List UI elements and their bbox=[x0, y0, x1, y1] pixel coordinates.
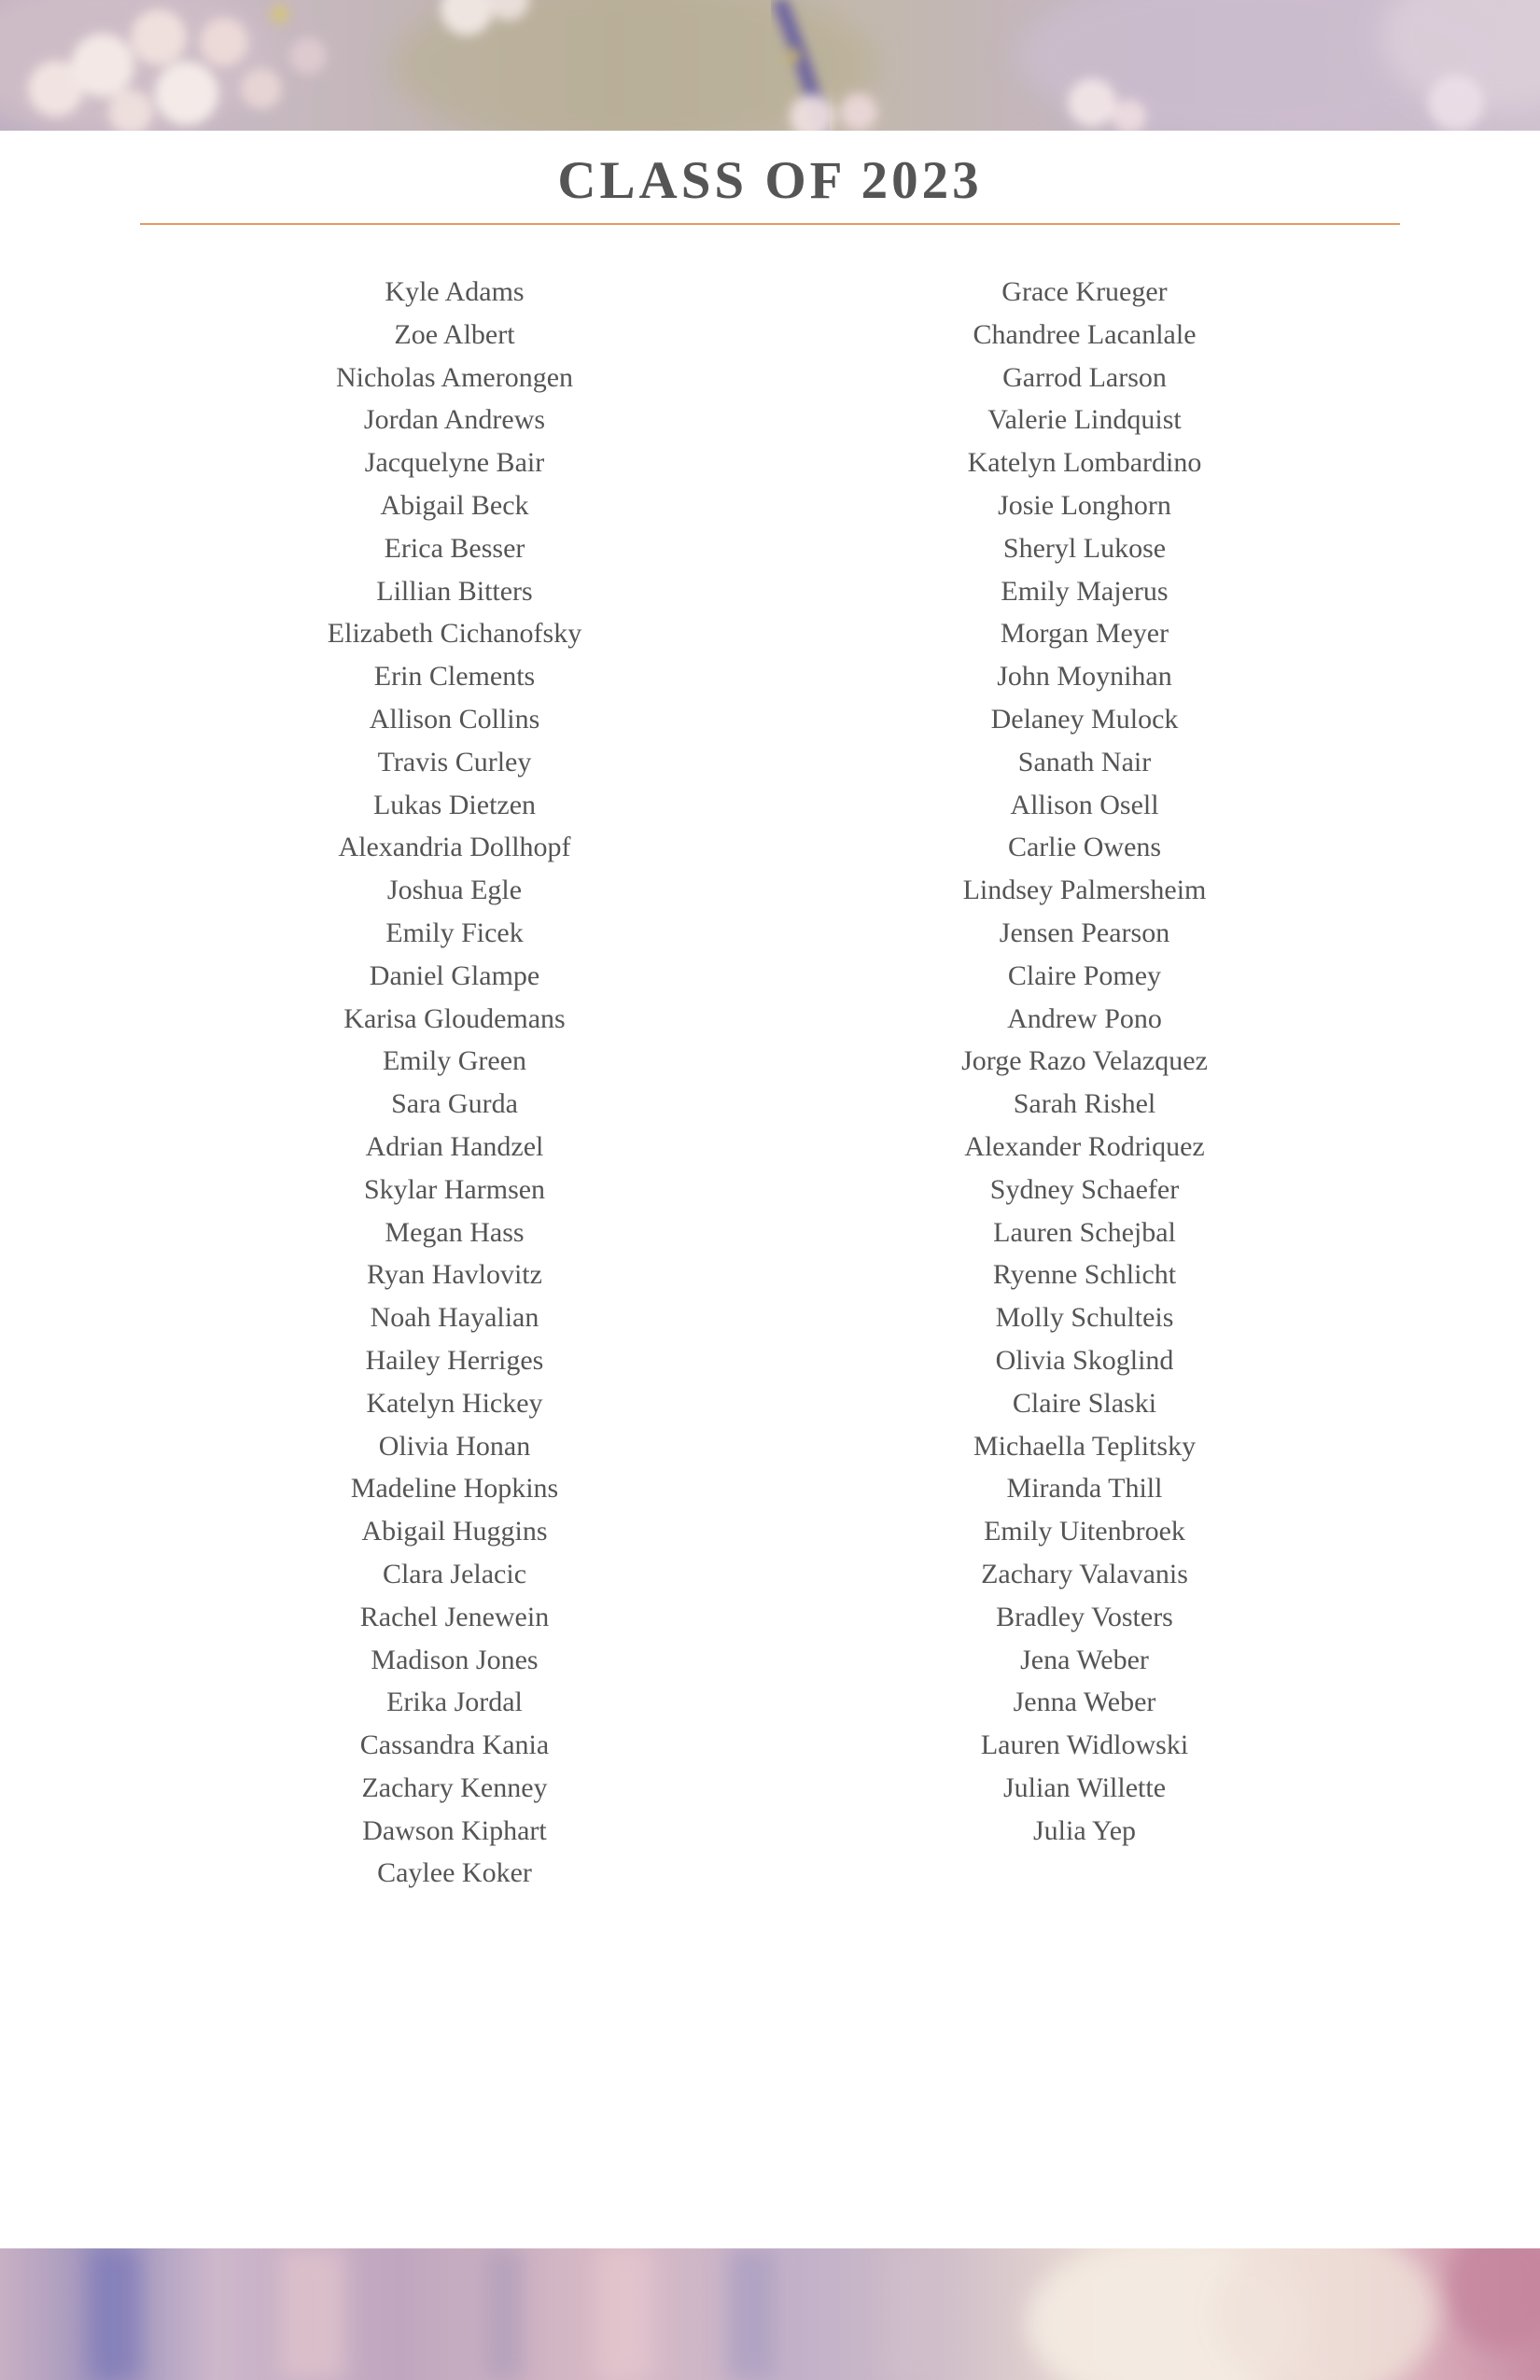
graduate-name: Joshua Egle bbox=[386, 875, 523, 906]
graduate-name: Cassandra Kania bbox=[359, 1729, 550, 1761]
graduate-name: Caylee Koker bbox=[377, 1857, 532, 1889]
graduate-name: Garrod Larson bbox=[1002, 361, 1167, 393]
graduate-name: Emily Ficek bbox=[385, 917, 524, 948]
graduate-name: Sanath Nair bbox=[1017, 746, 1152, 777]
graduate-name: Zachary Kenney bbox=[361, 1771, 548, 1803]
graduate-name: Grace Krueger bbox=[1001, 276, 1168, 307]
title-divider bbox=[140, 223, 1400, 225]
blurred-photo-graphic bbox=[0, 2248, 1540, 2380]
top-photo-banner bbox=[0, 0, 1540, 131]
graduate-name: Lillian Bitters bbox=[376, 575, 533, 607]
graduate-name: Megan Hass bbox=[385, 1216, 525, 1248]
graduate-name: Valerie Lindquist bbox=[987, 404, 1182, 436]
graduate-name: Erin Clements bbox=[373, 661, 536, 693]
graduate-name: Morgan Meyer bbox=[1000, 618, 1169, 650]
names-column-left bbox=[175, 271, 735, 1895]
graduate-name: Karisa Gloudemans bbox=[343, 1002, 566, 1034]
graduate-name: Allison Osell bbox=[1010, 789, 1159, 820]
graduate-name: Kyle Adams bbox=[385, 276, 525, 307]
graduate-name: Sara Gurda bbox=[391, 1088, 518, 1120]
graduate-name: Travis Curley bbox=[377, 746, 532, 777]
graduate-name: Ryenne Schlicht bbox=[992, 1259, 1177, 1291]
graduate-name: Jacquelyne Bair bbox=[364, 447, 545, 479]
graduate-name: Zoe Albert bbox=[394, 318, 515, 350]
graduate-name: Alexander Rodriquez bbox=[964, 1130, 1205, 1162]
names-column-right bbox=[805, 271, 1365, 1852]
graduate-name: Erika Jordal bbox=[386, 1687, 523, 1718]
graduate-name: Emily Majerus bbox=[1001, 575, 1169, 607]
graduate-name: Lauren Widlowski bbox=[980, 1729, 1189, 1761]
graduate-name: Lauren Schejbal bbox=[993, 1216, 1176, 1248]
graduate-name: Lukas Dietzen bbox=[372, 789, 537, 820]
graduate-name: Erica Besser bbox=[384, 532, 525, 564]
graduate-name: Sydney Schaefer bbox=[989, 1173, 1180, 1205]
graduate-name: Alexandria Dollhopf bbox=[338, 832, 571, 863]
graduate-name: Noah Hayalian bbox=[370, 1302, 539, 1334]
graduate-name: Dawson Kiphart bbox=[362, 1814, 547, 1846]
graduate-name: Abigail Huggins bbox=[361, 1516, 548, 1547]
graduate-name: Daniel Glampe bbox=[369, 959, 540, 991]
graduate-name: Miranda Thill bbox=[1006, 1473, 1163, 1505]
graduate-name: Sheryl Lukose bbox=[1002, 532, 1167, 564]
graduate-name: Claire Slaski bbox=[1012, 1387, 1157, 1419]
graduate-name: Jenna Weber bbox=[1013, 1687, 1156, 1718]
graduate-name: Bradley Vosters bbox=[996, 1601, 1173, 1632]
bottom-photo-banner bbox=[0, 2248, 1540, 2380]
graduate-name: Michaella Teplitsky bbox=[973, 1430, 1197, 1462]
graduate-name: Elizabeth Cichanofsky bbox=[327, 618, 582, 650]
graduate-name: Sarah Rishel bbox=[1013, 1088, 1156, 1120]
page-title: CLASS OF 2023 bbox=[557, 151, 983, 210]
graduate-name: Zachary Valavanis bbox=[981, 1558, 1188, 1589]
graduate-name: Allison Collins bbox=[369, 703, 540, 735]
graduate-name: Julian Willette bbox=[1002, 1771, 1167, 1803]
graduate-name: Josie Longhorn bbox=[998, 489, 1171, 521]
graduate-name: Delaney Mulock bbox=[990, 703, 1179, 735]
graduate-name: Claire Pomey bbox=[1007, 959, 1162, 991]
graduate-name: Madeline Hopkins bbox=[350, 1473, 559, 1505]
graduate-name: Clara Jelacic bbox=[382, 1558, 527, 1589]
graduate-name: Katelyn Lombardino bbox=[967, 447, 1202, 479]
graduate-name: Andrew Pono bbox=[1007, 1002, 1162, 1034]
graduate-name: Ryan Havlovitz bbox=[367, 1259, 542, 1291]
graduate-name: Hailey Herriges bbox=[365, 1344, 544, 1376]
graduate-name: Madison Jones bbox=[371, 1644, 539, 1675]
blossom-photo-graphic bbox=[0, 0, 1540, 131]
graduate-name: Carlie Owens bbox=[1007, 832, 1162, 863]
graduate-name: Jorge Razo Velazquez bbox=[961, 1045, 1208, 1077]
graduate-name: Adrian Handzel bbox=[365, 1130, 544, 1162]
graduate-name: John Moynihan bbox=[997, 661, 1172, 693]
graduate-name: Julia Yep bbox=[1032, 1814, 1137, 1846]
graduate-name: Olivia Honan bbox=[378, 1430, 531, 1462]
graduate-name: Molly Schulteis bbox=[995, 1302, 1174, 1334]
graduate-name: Jensen Pearson bbox=[999, 917, 1170, 948]
graduate-name: Emily Green bbox=[382, 1045, 527, 1077]
graduate-name: Chandree Lacanlale bbox=[973, 318, 1197, 350]
graduate-name: Jordan Andrews bbox=[363, 404, 546, 436]
graduate-name: Skylar Harmsen bbox=[363, 1173, 546, 1205]
graduate-name: Olivia Skoglind bbox=[995, 1344, 1174, 1376]
graduate-name: Rachel Jenewein bbox=[359, 1601, 550, 1632]
graduate-name: Emily Uitenbroek bbox=[984, 1516, 1185, 1547]
graduate-name: Katelyn Hickey bbox=[366, 1387, 543, 1419]
graduate-name: Lindsey Palmersheim bbox=[962, 875, 1207, 906]
graduate-name: Nicholas Amerongen bbox=[335, 361, 574, 393]
graduate-name: Abigail Beck bbox=[380, 489, 529, 521]
graduate-name: Jena Weber bbox=[1020, 1644, 1149, 1675]
